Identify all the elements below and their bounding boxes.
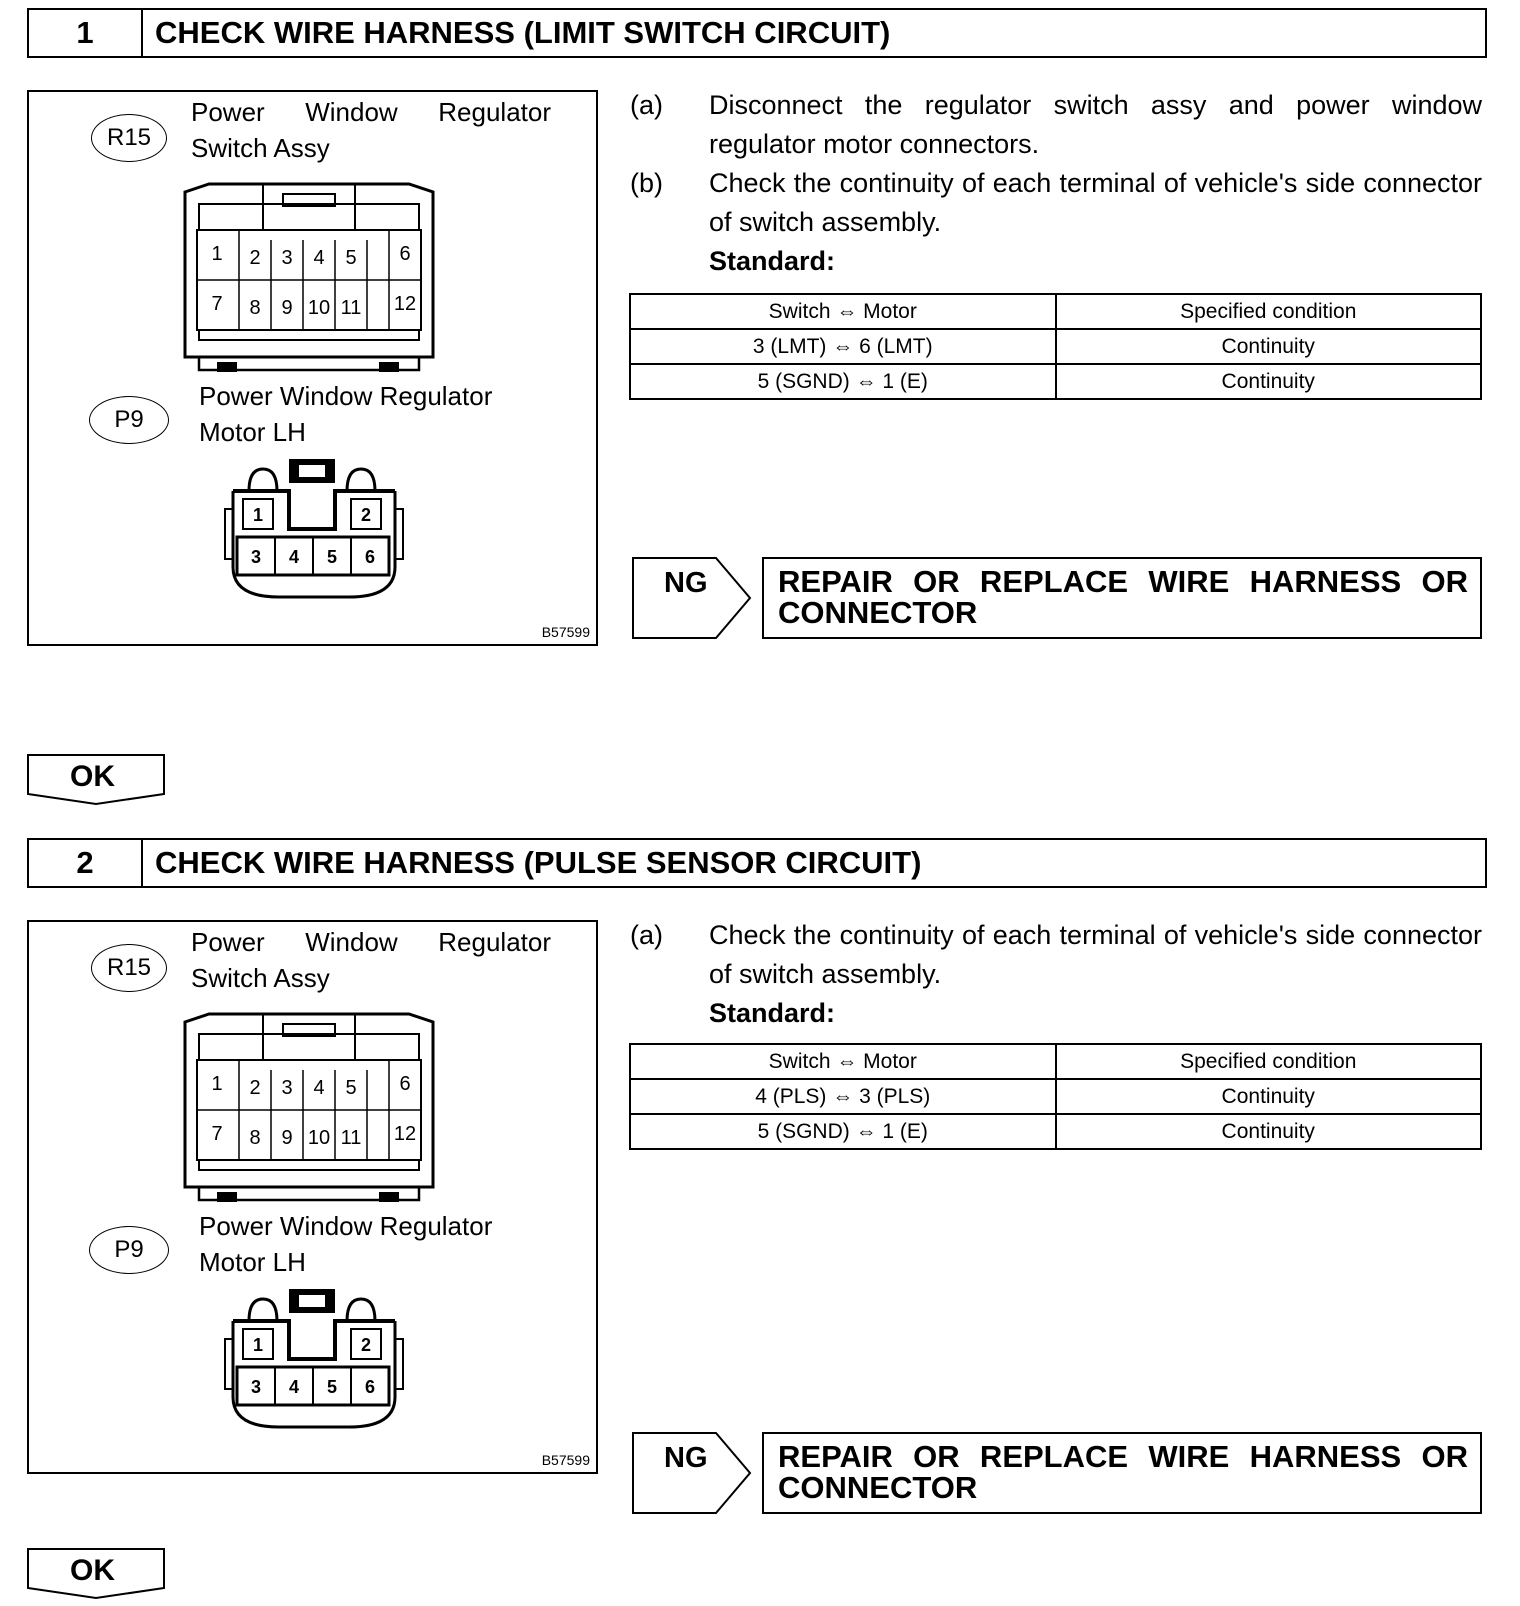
table-cell: Continuity	[1056, 364, 1482, 399]
ok-label: OK	[70, 760, 115, 793]
switch-pin: 11	[340, 297, 362, 319]
motor-pin: 5	[326, 1377, 338, 1397]
table-cell: Continuity	[1056, 329, 1482, 364]
motor-pin: 1	[252, 1335, 264, 1355]
step-1-number: 1	[29, 10, 143, 56]
table-cell: 4 (PLS) ⇔ 3 (PLS)	[630, 1079, 1056, 1114]
step-2-figure	[27, 920, 598, 1474]
switch-pin: 8	[249, 1127, 261, 1149]
table-row	[630, 1079, 1481, 1114]
ng-result-box	[762, 557, 1482, 639]
motor-pin: 3	[250, 547, 262, 567]
switch-pin: 2	[249, 1077, 261, 1099]
step-1-figure	[27, 90, 598, 646]
ng-result-box	[762, 1432, 1482, 1514]
table-header: Switch ⇔ Motor	[630, 1044, 1056, 1079]
switch-pin: 6	[399, 243, 411, 265]
connector-label-switch-line2: Switch Assy	[191, 133, 330, 163]
switch-pin: 5	[345, 247, 357, 269]
step-2-number: 2	[29, 840, 143, 886]
switch-pin: 1	[211, 243, 223, 265]
table-cell: 5 (SGND) ⇔ 1 (E)	[630, 1114, 1056, 1149]
switch-connector-diagram	[179, 1012, 479, 1222]
figure-id: B57599	[541, 624, 590, 640]
switch-connector-diagram	[179, 182, 479, 392]
switch-pin: 9	[281, 1127, 293, 1149]
switch-pin: 7	[211, 293, 223, 315]
switch-pin: 10	[307, 1127, 331, 1149]
motor-connector-diagram	[219, 457, 419, 617]
motor-pin: 1	[252, 505, 264, 525]
ng-result-line1: REPAIR OR REPLACE WIRE HARNESS OR	[778, 564, 1468, 599]
table-cell: Continuity	[1056, 1114, 1482, 1149]
step-1-header	[27, 8, 1487, 58]
ng-result-line2: CONNECTOR	[778, 595, 978, 630]
connector-code-p9: P9	[89, 1226, 169, 1274]
connector-label-switch-line2: Switch Assy	[191, 963, 330, 993]
table-cell: 3 (LMT) ⇔ 6 (LMT)	[630, 329, 1056, 364]
switch-pin: 5	[345, 1077, 357, 1099]
switch-pin: 11	[340, 1127, 362, 1149]
connector-label-motor-line1: Power Window Regulator	[199, 1211, 493, 1241]
ng-label: NG	[664, 1442, 708, 1474]
instruction-key: (a)	[630, 90, 663, 120]
table-header: Specified condition	[1056, 294, 1482, 329]
instruction-item	[630, 86, 1482, 164]
instruction-item	[630, 164, 1482, 242]
ok-label: OK	[70, 1554, 115, 1587]
motor-connector-diagram	[219, 1287, 419, 1447]
switch-pin: 3	[281, 247, 293, 269]
switch-pin: 8	[249, 297, 261, 319]
switch-pin: 12	[393, 1123, 417, 1145]
switch-pin: 7	[211, 1123, 223, 1145]
motor-pin: 6	[364, 1377, 376, 1397]
table-row	[630, 364, 1481, 399]
instruction-key: (a)	[630, 920, 663, 950]
motor-pin: 6	[364, 547, 376, 567]
instruction-text: Check the continuity of each terminal of vehicle's side connector of switch assembly.	[709, 920, 1482, 989]
step-1-title: CHECK WIRE HARNESS (LIMIT SWITCH CIRCUIT)	[155, 15, 891, 50]
motor-pin: 2	[360, 505, 372, 525]
table-header-row	[630, 1044, 1481, 1079]
motor-pin: 3	[250, 1377, 262, 1397]
step-2-title: CHECK WIRE HARNESS (PULSE SENSOR CIRCUIT)	[155, 845, 922, 880]
switch-pin: 12	[393, 293, 417, 315]
switch-pin: 10	[307, 297, 331, 319]
switch-pin: 4	[313, 247, 325, 269]
connector-label-switch-line1: Power Window Regulator	[191, 927, 551, 957]
ng-result-line2: CONNECTOR	[778, 1470, 978, 1505]
connector-label-motor-line2: Motor LH	[199, 417, 306, 447]
ng-result-line1: REPAIR OR REPLACE WIRE HARNESS OR	[778, 1439, 1468, 1474]
standard-label: Standard:	[709, 998, 836, 1028]
table-header: Switch ⇔ Motor	[630, 294, 1056, 329]
figure-id: B57599	[541, 1452, 590, 1468]
table-cell: 5 (SGND) ⇔ 1 (E)	[630, 364, 1056, 399]
connector-code-r15: R15	[91, 944, 167, 992]
step-1-instructions	[630, 86, 1482, 281]
switch-pin: 2	[249, 247, 261, 269]
table-header: Specified condition	[1056, 1044, 1482, 1079]
connector-code-r15: R15	[91, 114, 167, 162]
standard-label: Standard:	[709, 246, 836, 276]
step-1-standard-table	[629, 293, 1482, 400]
instruction-text: Disconnect the regulator switch assy and power window regulator motor connectors.	[709, 90, 1482, 159]
connector-label-motor-line2: Motor LH	[199, 1247, 306, 1277]
motor-pin: 2	[360, 1335, 372, 1355]
step-2-header	[27, 838, 1487, 888]
connector-label-switch-line1: Power Window Regulator	[191, 97, 551, 127]
instruction-key: (b)	[630, 168, 663, 198]
switch-pin: 4	[313, 1077, 325, 1099]
table-row	[630, 1114, 1481, 1149]
switch-pin: 6	[399, 1073, 411, 1095]
connector-label-motor-line1: Power Window Regulator	[199, 381, 493, 411]
connector-code-p9: P9	[89, 396, 169, 444]
instruction-text: Check the continuity of each terminal of vehicle's side connector of switch assembly.	[709, 168, 1482, 237]
switch-pin: 9	[281, 297, 293, 319]
switch-pin: 1	[211, 1073, 223, 1095]
step-2-instructions	[630, 916, 1482, 1033]
ng-label: NG	[664, 567, 708, 599]
step-2-standard-table	[629, 1043, 1482, 1150]
switch-pin: 3	[281, 1077, 293, 1099]
table-cell: Continuity	[1056, 1079, 1482, 1114]
table-row	[630, 329, 1481, 364]
table-header-row	[630, 294, 1481, 329]
instruction-item	[630, 916, 1482, 994]
motor-pin: 5	[326, 547, 338, 567]
motor-pin: 4	[288, 1377, 300, 1397]
motor-pin: 4	[288, 547, 300, 567]
